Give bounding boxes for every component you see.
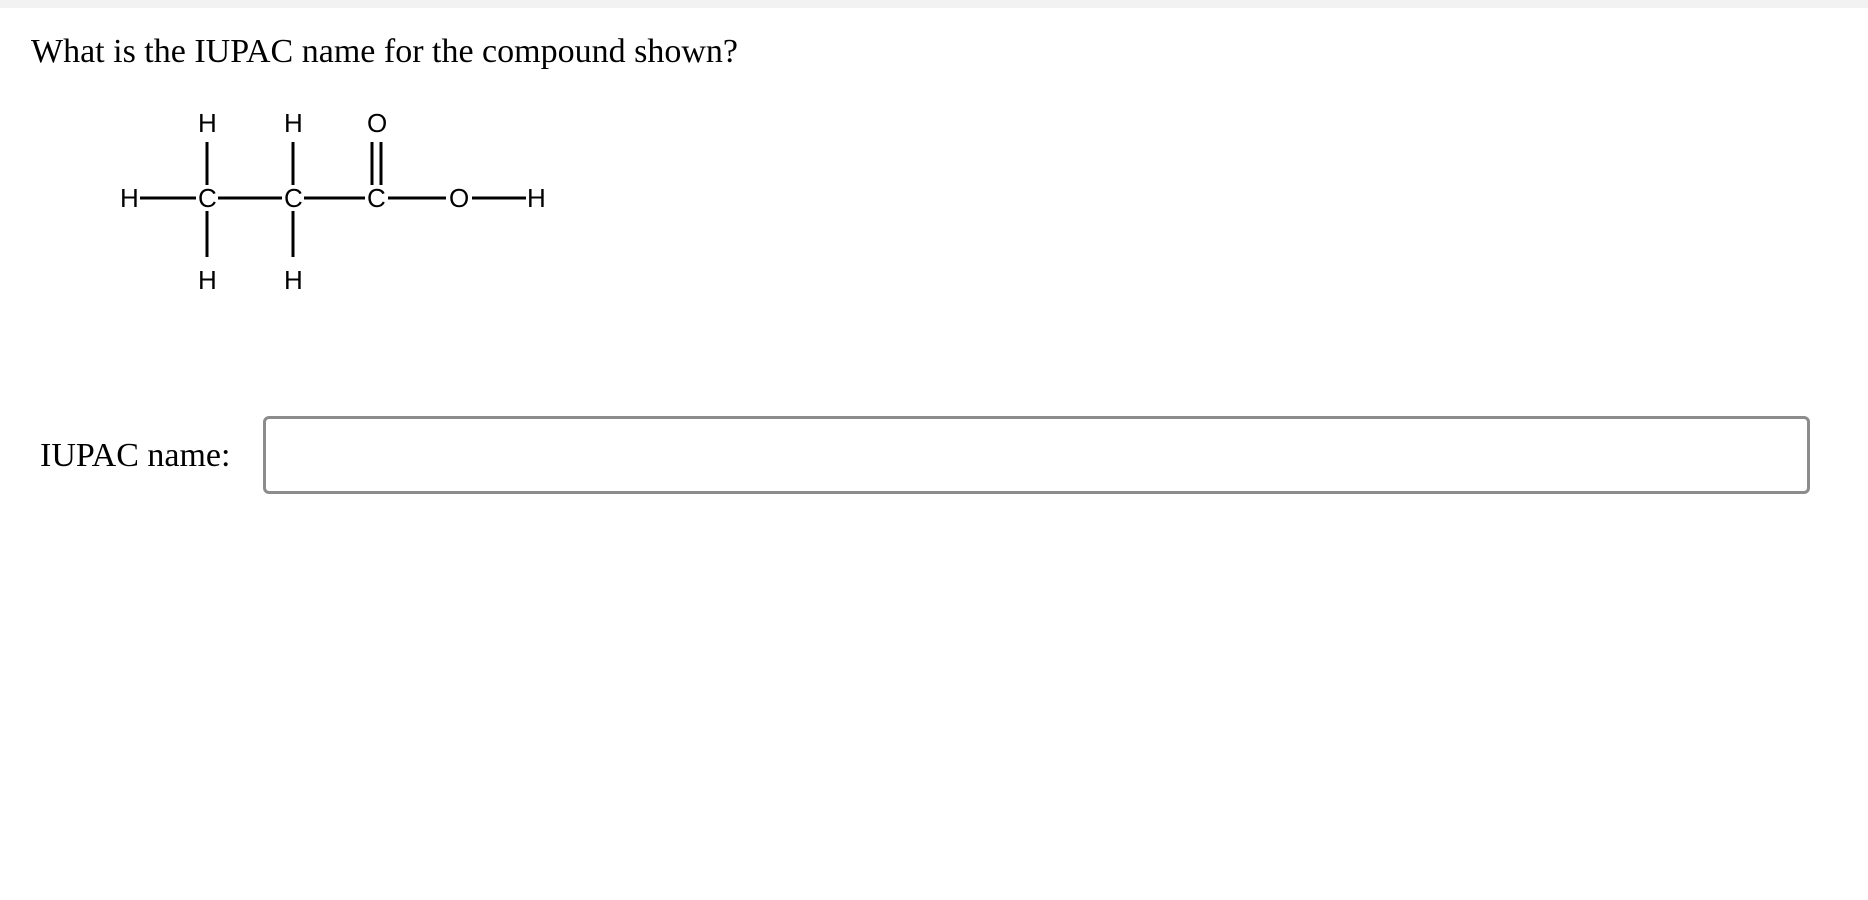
atom-h-c1-bottom: H xyxy=(198,265,217,295)
atom-o-single: O xyxy=(449,183,470,213)
question-text: What is the IUPAC name for the compound shown? xyxy=(31,33,738,70)
atom-c2: C xyxy=(284,183,303,213)
atom-o-double: O xyxy=(367,108,388,138)
atom-h-c1-top: H xyxy=(198,108,217,138)
atom-c3: C xyxy=(367,183,386,213)
structural-formula xyxy=(110,105,560,305)
iupac-name-input[interactable] xyxy=(263,416,1810,494)
atom-h-c2-top: H xyxy=(284,108,303,138)
atom-c1: C xyxy=(198,183,217,213)
answer-label: IUPAC name: xyxy=(40,437,231,474)
atom-h-c2-bottom: H xyxy=(284,265,303,295)
atom-h-left: H xyxy=(120,183,139,213)
atom-h-right: H xyxy=(527,183,546,213)
top-strip xyxy=(0,0,1868,8)
